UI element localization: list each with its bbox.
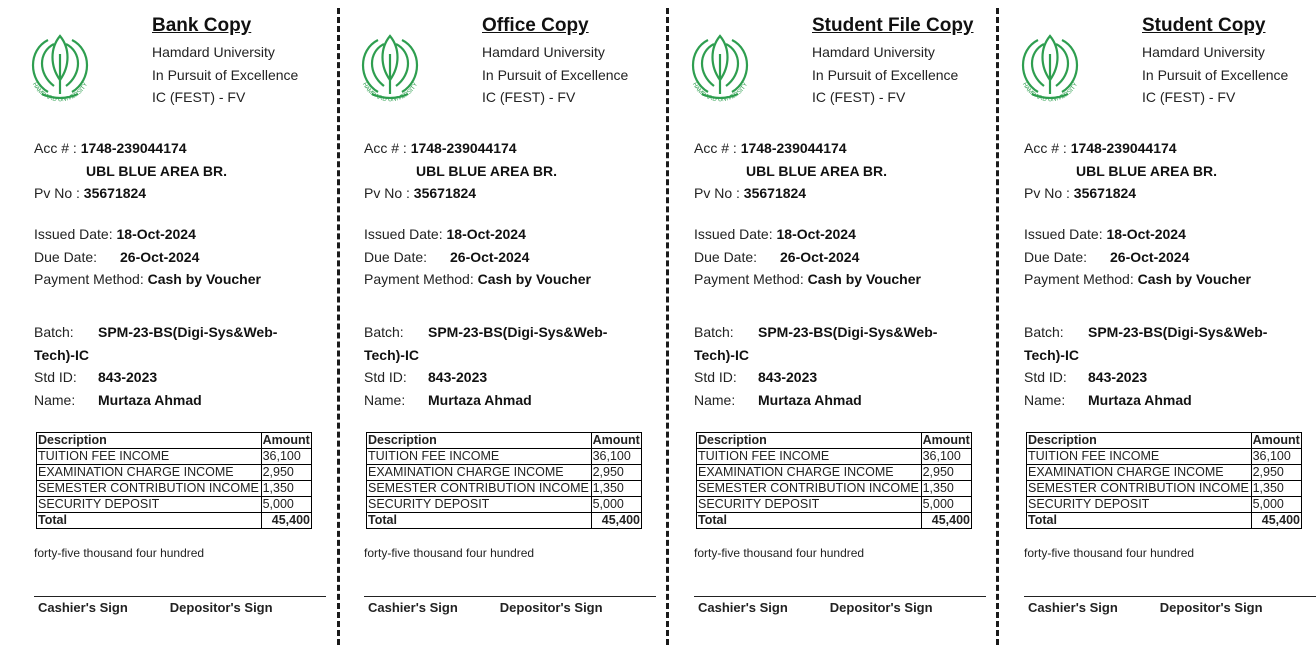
bank-branch: UBL BLUE AREA BR. — [746, 162, 888, 179]
fees-total-row — [37, 513, 312, 529]
batch-line1: SPM-23-BS(Digi-Sys&Web- — [758, 324, 938, 340]
account-number: 1748-239044174 — [740, 140, 847, 156]
issued-label: Issued Date: — [694, 226, 773, 242]
batch-line1: SPM-23-BS(Digi-Sys&Web- — [428, 324, 608, 340]
student-name: Murtaza Ahmad — [428, 391, 532, 408]
batch-label: Batch: — [34, 324, 74, 340]
amount-header: Amount — [922, 433, 970, 447]
university-logo-icon — [350, 30, 430, 110]
batch-label: Batch: — [364, 324, 404, 340]
batch-line1: SPM-23-BS(Digi-Sys&Web- — [98, 324, 278, 340]
university-logo-icon — [1010, 30, 1090, 110]
account-block — [694, 137, 887, 205]
name-label: Name: — [364, 391, 406, 408]
depositor-sign-label: Depositor's Sign — [499, 600, 603, 615]
university-name: Hamdard University — [1142, 44, 1265, 60]
table-row — [697, 481, 972, 497]
fee-description: SECURITY DEPOSIT — [697, 497, 922, 513]
signature-labels — [38, 600, 273, 615]
student-block — [364, 321, 607, 411]
due-date: 26-Oct-2024 — [120, 248, 200, 265]
bank-branch: UBL BLUE AREA BR. — [1076, 162, 1218, 179]
voucher-copy-3 — [660, 0, 990, 645]
voucher-copy-1 — [0, 0, 330, 645]
payment-method: Cash by Voucher — [147, 271, 261, 287]
pv-number: 35671824 — [83, 185, 147, 201]
payment-method: Cash by Voucher — [1137, 271, 1251, 287]
total-label: Total — [697, 513, 922, 529]
depositor-sign-label: Depositor's Sign — [829, 600, 933, 615]
university-name: Hamdard University — [812, 44, 935, 60]
fees-table — [36, 432, 312, 529]
university-motto: In Pursuit of Excellence — [482, 66, 629, 83]
due-date: 26-Oct-2024 — [450, 248, 530, 265]
std-id-label: Std ID: — [364, 369, 407, 385]
pv-label: Pv No : — [694, 185, 740, 201]
logo-text: HAMDARD UNIVERSITY — [360, 81, 420, 104]
payment-method: Cash by Voucher — [807, 271, 921, 287]
std-id: 843-2023 — [758, 369, 818, 385]
total-label: Total — [367, 513, 592, 529]
student-block — [34, 321, 277, 411]
description-header: Description — [367, 433, 592, 449]
fees-total-row — [697, 513, 972, 529]
amount-in-words: forty-five thousand four hundred — [364, 546, 535, 560]
university-motto: In Pursuit of Excellence — [812, 66, 959, 83]
logo-text: HAMDARD UNIVERSITY — [690, 81, 750, 104]
dates-block — [364, 223, 591, 291]
fee-description: EXAMINATION CHARGE INCOME — [1027, 465, 1252, 481]
description-header: Description — [37, 433, 262, 449]
logo-text: HAMDARD UNIVERSITY — [1020, 81, 1080, 104]
fees-header-row — [697, 433, 972, 449]
fee-description: SECURITY DEPOSIT — [367, 497, 592, 513]
signature-line — [34, 596, 326, 597]
account-label: Acc # : — [694, 140, 737, 156]
fee-amount: 2,950 — [261, 465, 311, 481]
method-label: Payment Method: — [364, 271, 474, 287]
copy-title: Student File Copy — [812, 15, 974, 36]
bank-branch: UBL BLUE AREA BR. — [416, 162, 558, 179]
due-label: Due Date: — [694, 248, 758, 265]
fee-amount: 36,100 — [1251, 449, 1301, 465]
total-amount: 45,400 — [921, 513, 971, 529]
std-id-label: Std ID: — [694, 369, 737, 385]
issued-label: Issued Date: — [34, 226, 113, 242]
fee-description: TUITION FEE INCOME — [697, 449, 922, 465]
voucher-copy-2 — [330, 0, 660, 645]
cashier-sign-label: Cashier's Sign — [368, 600, 458, 615]
depositor-sign-label: Depositor's Sign — [169, 600, 273, 615]
fee-amount: 1,350 — [921, 481, 971, 497]
fee-description: SEMESTER CONTRIBUTION INCOME — [697, 481, 922, 497]
depositor-sign-label: Depositor's Sign — [1159, 600, 1263, 615]
issued-label: Issued Date: — [1024, 226, 1103, 242]
due-label: Due Date: — [34, 248, 98, 265]
account-label: Acc # : — [364, 140, 407, 156]
total-amount: 45,400 — [591, 513, 641, 529]
pv-number: 35671824 — [743, 185, 807, 201]
fee-amount: 2,950 — [1251, 465, 1301, 481]
amount-in-words: forty-five thousand four hundred — [34, 546, 205, 560]
table-row — [37, 449, 312, 465]
fee-description: SECURITY DEPOSIT — [1027, 497, 1252, 513]
name-label: Name: — [694, 391, 736, 408]
method-label: Payment Method: — [34, 271, 144, 287]
fee-description: SEMESTER CONTRIBUTION INCOME — [37, 481, 262, 497]
table-row — [697, 449, 972, 465]
fee-description: EXAMINATION CHARGE INCOME — [37, 465, 262, 481]
signature-labels — [368, 600, 603, 615]
table-row — [1027, 481, 1302, 497]
account-number: 1748-239044174 — [1070, 140, 1177, 156]
account-block — [364, 137, 557, 205]
fee-amount: 36,100 — [261, 449, 311, 465]
dates-block — [694, 223, 921, 291]
copy-header — [152, 15, 298, 109]
copy-title: Office Copy — [482, 15, 589, 36]
student-block — [1024, 321, 1267, 411]
pv-number: 35671824 — [1073, 185, 1137, 201]
account-number: 1748-239044174 — [410, 140, 517, 156]
total-label: Total — [37, 513, 262, 529]
fee-amount: 2,950 — [921, 465, 971, 481]
fee-amount: 5,000 — [921, 497, 971, 513]
fees-table — [366, 432, 642, 529]
description-header: Description — [1027, 433, 1252, 449]
account-number: 1748-239044174 — [80, 140, 187, 156]
fees-header-row — [367, 433, 642, 449]
table-row — [367, 465, 642, 481]
std-id: 843-2023 — [98, 369, 158, 385]
copy-header — [482, 15, 628, 109]
copy-header — [1142, 15, 1288, 109]
university-motto: In Pursuit of Excellence — [1142, 66, 1289, 83]
student-block — [694, 321, 937, 411]
batch-line2: Tech)-IC — [34, 346, 89, 363]
std-id-label: Std ID: — [34, 369, 77, 385]
name-label: Name: — [1024, 391, 1066, 408]
name-label: Name: — [34, 391, 76, 408]
fee-amount: 5,000 — [261, 497, 311, 513]
due-label: Due Date: — [1024, 248, 1088, 265]
university-name: Hamdard University — [152, 44, 275, 60]
fee-description: EXAMINATION CHARGE INCOME — [697, 465, 922, 481]
account-label: Acc # : — [34, 140, 77, 156]
signature-labels — [698, 600, 933, 615]
account-block — [34, 137, 227, 205]
fee-description: TUITION FEE INCOME — [367, 449, 592, 465]
std-id-label: Std ID: — [1024, 369, 1067, 385]
amount-in-words: forty-five thousand four hundred — [1024, 546, 1195, 560]
fee-description: SEMESTER CONTRIBUTION INCOME — [367, 481, 592, 497]
table-row — [367, 497, 642, 513]
university-name: Hamdard University — [482, 44, 605, 60]
amount-header: Amount — [1252, 433, 1300, 447]
university-motto: In Pursuit of Excellence — [152, 66, 299, 83]
fee-description: EXAMINATION CHARGE INCOME — [367, 465, 592, 481]
table-row — [37, 481, 312, 497]
student-name: Murtaza Ahmad — [1088, 391, 1192, 408]
fee-description: SEMESTER CONTRIBUTION INCOME — [1027, 481, 1252, 497]
fee-description: TUITION FEE INCOME — [1027, 449, 1252, 465]
voucher-copy-4 — [990, 0, 1316, 645]
fee-amount: 36,100 — [921, 449, 971, 465]
due-date: 26-Oct-2024 — [780, 248, 860, 265]
table-row — [367, 481, 642, 497]
due-label: Due Date: — [364, 248, 428, 265]
table-row — [37, 497, 312, 513]
account-label: Acc # : — [1024, 140, 1067, 156]
dates-block — [1024, 223, 1251, 291]
batch-line1: SPM-23-BS(Digi-Sys&Web- — [1088, 324, 1268, 340]
pv-label: Pv No : — [1024, 185, 1070, 201]
pv-label: Pv No : — [364, 185, 410, 201]
fees-table — [1026, 432, 1302, 529]
std-id: 843-2023 — [1088, 369, 1148, 385]
batch-label: Batch: — [1024, 324, 1064, 340]
fee-description: TUITION FEE INCOME — [37, 449, 262, 465]
fees-total-row — [1027, 513, 1302, 529]
amount-in-words: forty-five thousand four hundred — [694, 546, 865, 560]
issued-date: 18-Oct-2024 — [776, 226, 856, 242]
student-name: Murtaza Ahmad — [98, 391, 202, 408]
batch-line2: Tech)-IC — [694, 346, 749, 363]
copy-header — [812, 15, 974, 109]
payment-method: Cash by Voucher — [477, 271, 591, 287]
fees-table — [696, 432, 972, 529]
copy-title: Student Copy — [1142, 15, 1266, 36]
logo-text: HAMDARD UNIVERSITY — [30, 81, 90, 104]
campus-code: IC (FEST) - FV — [482, 89, 576, 105]
table-row — [1027, 465, 1302, 481]
fee-amount: 1,350 — [1251, 481, 1301, 497]
campus-code: IC (FEST) - FV — [812, 89, 906, 105]
campus-code: IC (FEST) - FV — [1142, 89, 1236, 105]
pv-number: 35671824 — [413, 185, 477, 201]
fee-amount: 5,000 — [591, 497, 641, 513]
table-row — [367, 449, 642, 465]
issued-date: 18-Oct-2024 — [1106, 226, 1186, 242]
copy-title: Bank Copy — [152, 15, 252, 36]
cashier-sign-label: Cashier's Sign — [38, 600, 128, 615]
cashier-sign-label: Cashier's Sign — [1028, 600, 1118, 615]
batch-line2: Tech)-IC — [1024, 346, 1079, 363]
student-name: Murtaza Ahmad — [758, 391, 862, 408]
std-id: 843-2023 — [428, 369, 488, 385]
dates-block — [34, 223, 261, 291]
fee-amount: 1,350 — [591, 481, 641, 497]
issued-label: Issued Date: — [364, 226, 443, 242]
batch-line2: Tech)-IC — [364, 346, 419, 363]
table-row — [697, 497, 972, 513]
table-row — [1027, 449, 1302, 465]
method-label: Payment Method: — [694, 271, 804, 287]
bank-branch: UBL BLUE AREA BR. — [86, 162, 228, 179]
description-header: Description — [697, 433, 922, 449]
total-label: Total — [1027, 513, 1252, 529]
fee-amount: 36,100 — [591, 449, 641, 465]
issued-date: 18-Oct-2024 — [116, 226, 196, 242]
pv-label: Pv No : — [34, 185, 80, 201]
cashier-sign-label: Cashier's Sign — [698, 600, 788, 615]
table-row — [37, 465, 312, 481]
amount-header: Amount — [262, 433, 310, 447]
campus-code: IC (FEST) - FV — [152, 89, 246, 105]
university-logo-icon — [680, 30, 760, 110]
batch-label: Batch: — [694, 324, 734, 340]
signature-line — [694, 596, 986, 597]
signature-labels — [1028, 600, 1263, 615]
table-row — [1027, 497, 1302, 513]
fee-amount: 5,000 — [1251, 497, 1301, 513]
signature-line — [1024, 596, 1316, 597]
fees-header-row — [1027, 433, 1302, 449]
account-block — [1024, 137, 1217, 205]
fee-amount: 2,950 — [591, 465, 641, 481]
total-amount: 45,400 — [261, 513, 311, 529]
fees-total-row — [367, 513, 642, 529]
issued-date: 18-Oct-2024 — [446, 226, 526, 242]
fees-header-row — [37, 433, 312, 449]
method-label: Payment Method: — [1024, 271, 1134, 287]
total-amount: 45,400 — [1251, 513, 1301, 529]
signature-line — [364, 596, 656, 597]
fee-amount: 1,350 — [261, 481, 311, 497]
fee-description: SECURITY DEPOSIT — [37, 497, 262, 513]
due-date: 26-Oct-2024 — [1110, 248, 1190, 265]
table-row — [697, 465, 972, 481]
amount-header: Amount — [592, 433, 640, 447]
university-logo-icon — [20, 30, 100, 110]
